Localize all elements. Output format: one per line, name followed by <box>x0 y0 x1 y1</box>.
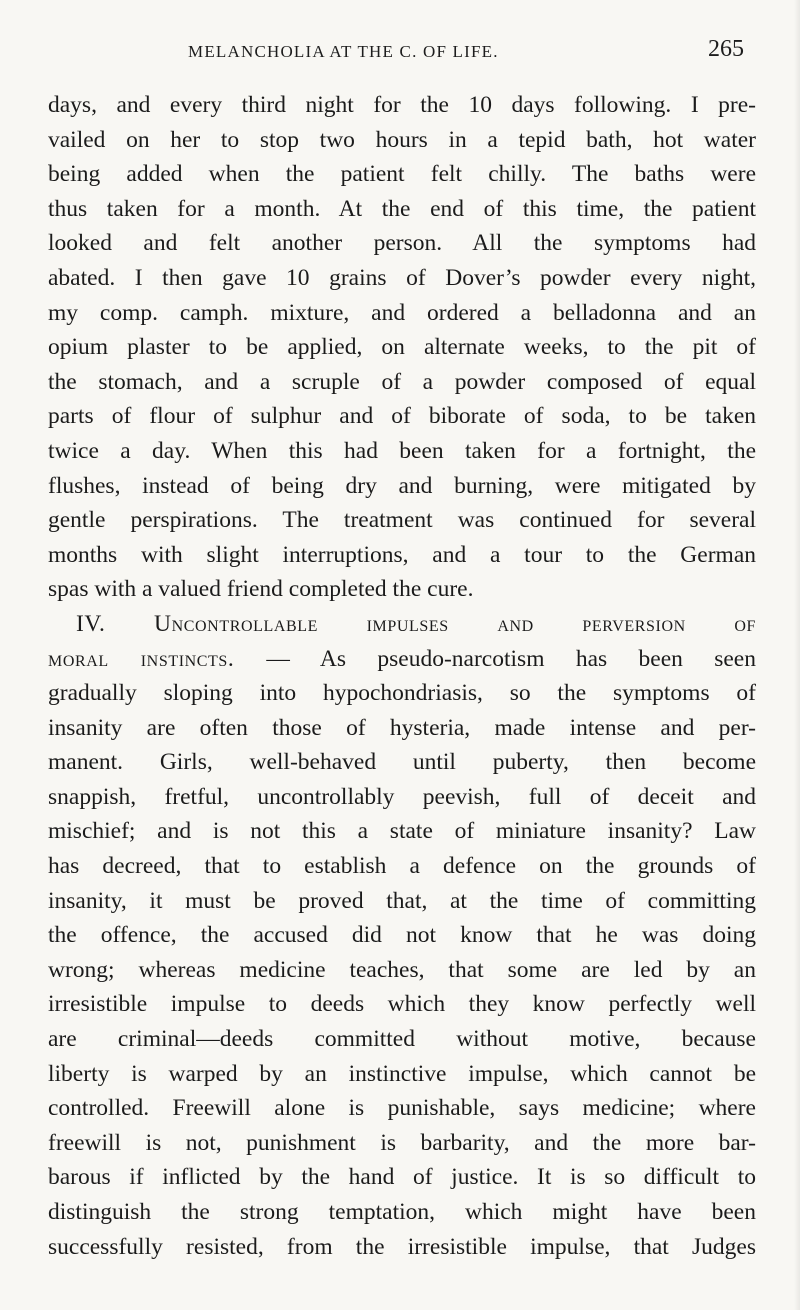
text-line: months with slight interruptions, and a tour to the German <box>48 541 756 568</box>
text-line: vailed on her to stop two hours in a tepid bath, hot water <box>48 126 756 153</box>
text-line: the stomach, and a scruple of a powder composed of equal <box>48 368 756 395</box>
body-text <box>48 88 756 1264</box>
section-heading-continuation: moral instincts. — As pseudo-narcotism has been seen <box>48 645 756 672</box>
text-line: spas with a valued friend completed the cure. <box>48 576 474 603</box>
text-line: has decreed, that to establish a defence on the grounds of <box>48 853 756 880</box>
text-line: freewill is not, punishment is barbarity, and the more bar- <box>48 1129 756 1156</box>
text-line: gentle perspirations. The treatment was continued for several <box>48 507 756 534</box>
text-line: snappish, fretful, uncontrollably peevish, full of deceit and <box>48 783 756 810</box>
section-heading-line: IV. Uncontrollable impulses and perversion of <box>76 610 756 637</box>
text-line: abated. I then gave 10 grains of Dover’s powder every night, <box>48 264 756 291</box>
text-line: my comp. camph. mixture, and ordered a belladonna and an <box>48 299 756 326</box>
text-line: mischief; and is not this a state of miniature insanity? Law <box>48 818 756 845</box>
text-line: are criminal—deeds committed without motive, because <box>48 1026 756 1053</box>
page-header <box>48 36 744 70</box>
text-line: insanity are often those of hysteria, made intense and per- <box>48 714 756 741</box>
text-line: controlled. Freewill alone is punishable, says medicine; where <box>48 1095 756 1122</box>
text-line: parts of flour of sulphur and of biborate of soda, to be taken <box>48 403 756 430</box>
text-line: the offence, the accused did not know that he was doing <box>48 922 756 949</box>
text-line: thus taken for a month. At the end of this time, the patient <box>48 195 756 222</box>
text-line: liberty is warped by an instinctive impulse, which cannot be <box>48 1060 756 1087</box>
text-line: successfully resisted, from the irresistible impulse, that Judges <box>48 1233 756 1260</box>
text-line: twice a day. When this had been taken for a fortnight, the <box>48 437 756 464</box>
page-edge-shadow <box>794 0 800 1310</box>
text-line: irresistible impulse to deeds which they know perfectly well <box>48 991 756 1018</box>
text-line: days, and every third night for the 10 days following. I pre- <box>48 92 756 118</box>
text-line: gradually sloping into hypochondriasis, so the symptoms of <box>48 680 756 707</box>
text-line: looked and felt another person. All the symptoms had <box>48 230 756 257</box>
text-line: barous if inflicted by the hand of justice. It is so difficult to <box>48 1164 756 1191</box>
text-line: manent. Girls, well-behaved until puberty, then become <box>48 749 756 776</box>
running-head: MELANCHOLIA AT THE C. OF LIFE. <box>188 42 499 61</box>
text-line: insanity, it must be proved that, at the time of committing <box>48 887 756 914</box>
text-line: flushes, instead of being dry and burning, were mitigated by <box>48 472 756 499</box>
text-line: distinguish the strong temptation, which might have been <box>48 1199 756 1225</box>
page-number: 265 <box>708 36 744 62</box>
text-line: being added when the patient felt chilly. The baths were <box>48 161 756 188</box>
text-line: wrong; whereas medicine teaches, that some are led by an <box>48 956 756 983</box>
text-line: opium plaster to be applied, on alternate weeks, to the pit of <box>48 334 756 361</box>
